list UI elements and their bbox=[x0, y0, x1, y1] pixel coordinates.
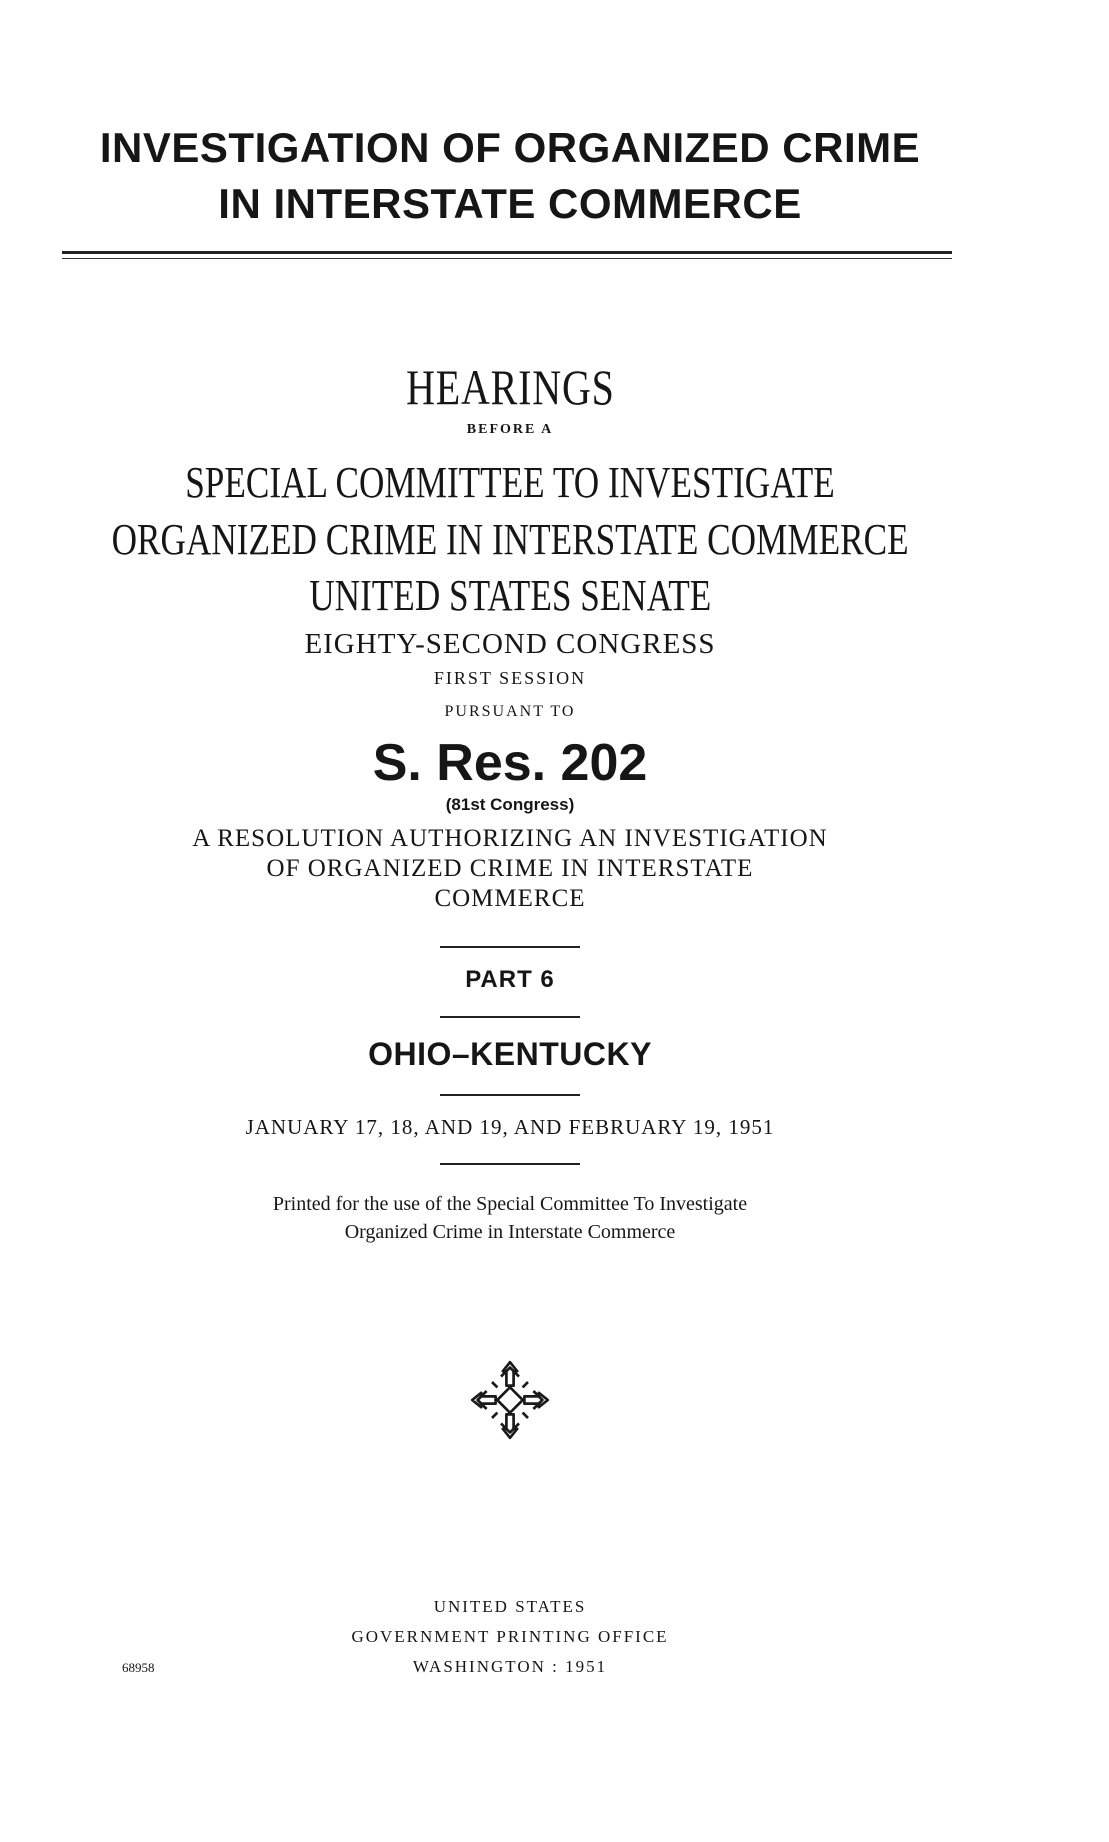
before-label: BEFORE A bbox=[466, 422, 554, 437]
print-code: 68958 bbox=[122, 1660, 155, 1675]
publisher-line-2: GOVERNMENT PRINTING OFFICE bbox=[351, 1627, 669, 1646]
hearing-dates: JANUARY 17, 18, AND 19, AND FEBRUARY 19, 1951 bbox=[245, 1115, 775, 1139]
title-rule-thin bbox=[62, 258, 952, 259]
main-title-line-2: IN INTERSTATE COMMERCE bbox=[218, 180, 802, 227]
printed-for-line-1: Printed for the use of the Special Committee To Investigate bbox=[272, 1193, 748, 1215]
divider-rule bbox=[440, 1163, 580, 1165]
resolution-congress: (81st Congress) bbox=[445, 795, 575, 814]
gpo-emblem-icon bbox=[465, 1355, 555, 1445]
divider-rule bbox=[440, 1016, 580, 1018]
hearings-heading: HEARINGS bbox=[405, 359, 615, 415]
resolution-title-line-1: A RESOLUTION AUTHORIZING AN INVESTIGATION bbox=[192, 825, 828, 852]
resolution-number: S. Res. 202 bbox=[372, 734, 648, 792]
place-heading: OHIO–KENTUCKY bbox=[368, 1036, 652, 1072]
pursuant-line: PURSUANT TO bbox=[444, 703, 576, 720]
divider-rule bbox=[440, 1094, 580, 1096]
printed-for-line-2: Organized Crime in Interstate Commerce bbox=[344, 1221, 676, 1243]
publisher-line-1: UNITED STATES bbox=[433, 1597, 587, 1616]
title-rule-thick bbox=[62, 251, 952, 254]
committee-line-2: ORGANIZED CRIME IN INTERSTATE COMMERCE bbox=[111, 515, 909, 564]
main-title-line-1: INVESTIGATION OF ORGANIZED CRIME bbox=[99, 124, 921, 171]
divider-rule bbox=[440, 946, 580, 948]
committee-line-1: SPECIAL COMMITTEE TO INVESTIGATE bbox=[185, 458, 835, 507]
session-line: FIRST SESSION bbox=[433, 668, 587, 688]
publisher-line-3: WASHINGTON : 1951 bbox=[412, 1657, 608, 1676]
resolution-title-line-2: OF ORGANIZED CRIME IN INTERSTATE bbox=[266, 855, 754, 882]
resolution-title-line-3: COMMERCE bbox=[434, 885, 586, 912]
senate-line: UNITED STATES SENATE bbox=[309, 571, 711, 620]
congress-line: EIGHTY-SECOND CONGRESS bbox=[304, 628, 716, 660]
part-label: PART 6 bbox=[465, 966, 555, 993]
